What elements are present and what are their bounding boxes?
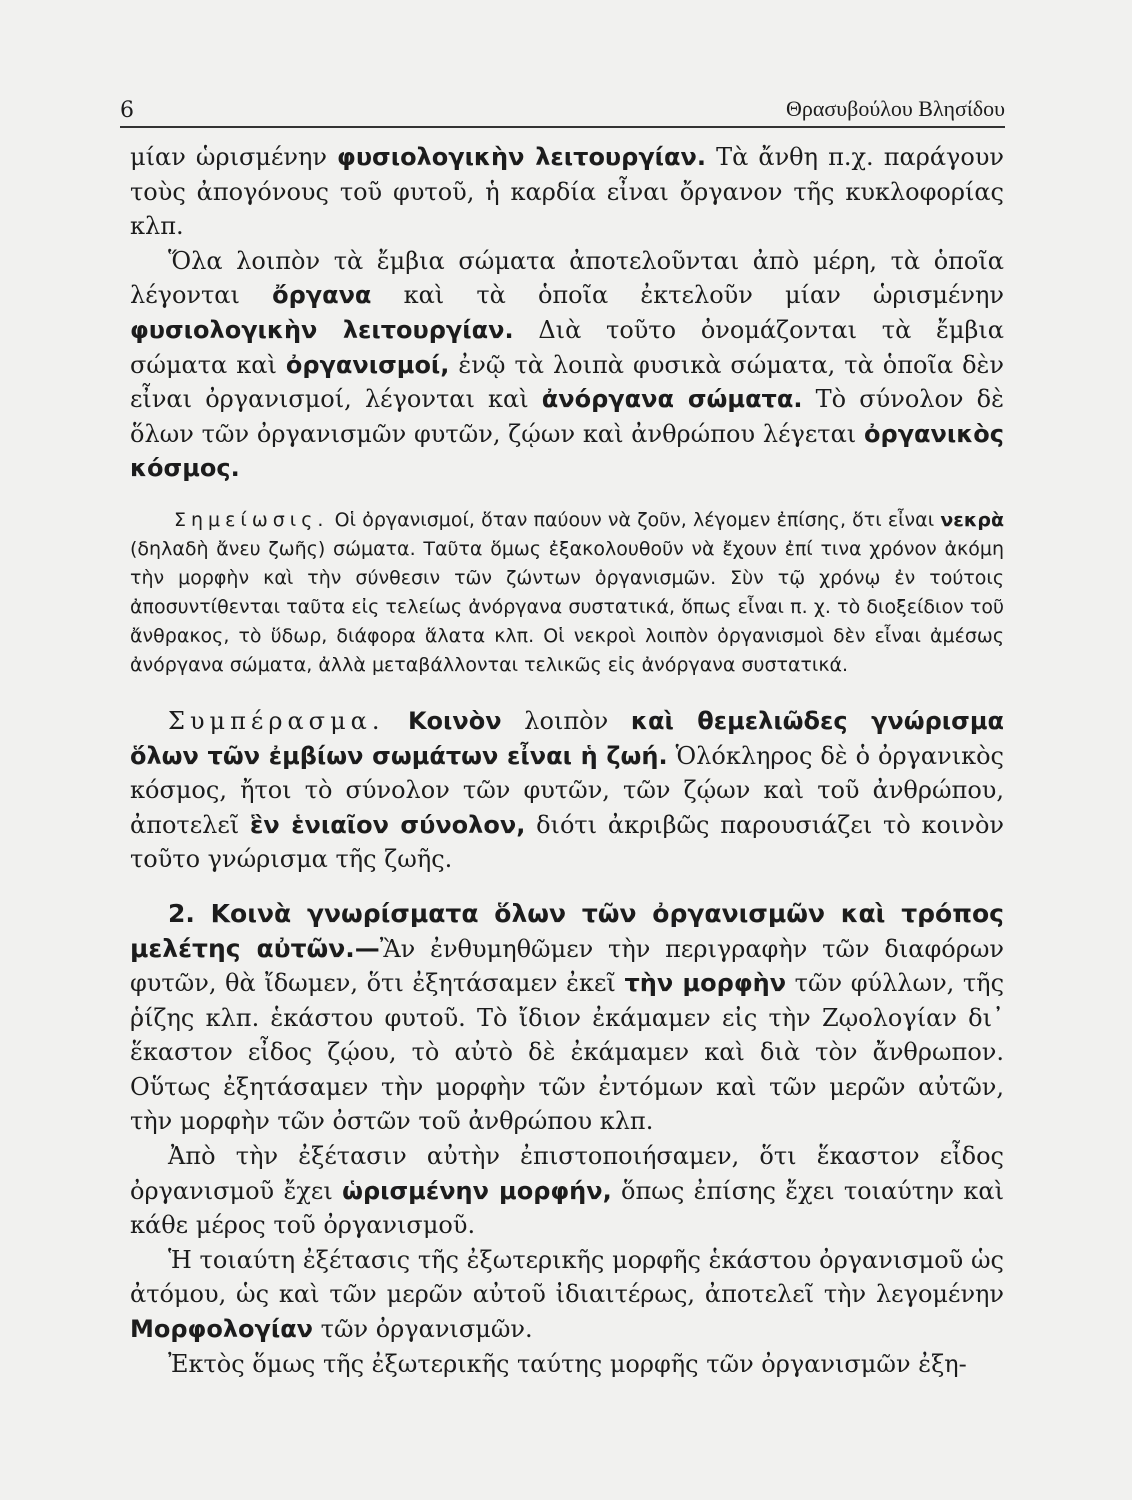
section-heading: Κοινὰ γνωρίσματα ὅλων τῶν ὀργανισμῶν καὶ τρόπος μελέτης αὐτῶν.— — [130, 898, 1004, 963]
bold-term: ὀργανισμοί, — [285, 350, 450, 379]
text: Ἐκτὸς ὅμως τῆς ἐξωτερικῆς ταύτης μορφῆς τῶν ὀργανισμῶν ἐξη- — [168, 1349, 967, 1378]
running-title: Θρασυβούλου Βλησίδου — [786, 96, 1005, 121]
page-body — [130, 140, 1004, 1381]
bold-term: Μορφολογίαν — [130, 1315, 314, 1344]
page-number: 6 — [120, 98, 134, 123]
section-number: 2. — [168, 898, 195, 928]
note-label: Σημείωσις. — [174, 508, 329, 531]
text: λοιπὸν — [501, 706, 631, 735]
text: μίαν ὡρισμένην — [130, 143, 338, 171]
bold-term: τὴν μορφὴν — [624, 969, 787, 998]
bold-term: ἓν ἑνιαῖον σύνολον, — [249, 810, 526, 839]
text: Διὰ τοῦτο ὀνομάζονται τὰ ἔμβια σώματα καὶ — [130, 315, 1005, 379]
section-2-paragraph — [130, 897, 1004, 1139]
bold-term: ὀργανικὸς κόσμος. — [130, 419, 1004, 483]
text: τῶν φύλλων, τῆς ῥίζης κλπ. ἑκάστου φυτοῦ. Τὸ ἴδιον ἐκάμαμεν εἰς τὴν Ζῳολογίαν δι᾽ ἕκαστον εἶδος ζῴου, τὸ αὐτὸ δὲ ἐκάμαμεν καὶ διὰ τὸν ἄνθρωπον. Οὕτως ἐξητάσαμεν τὴν μορφὴν τῶν ἐντόμων καὶ τῶν μερῶν αὐτῶν, τὴν μορφὴν τῶν ὀστῶν τοῦ ἀνθρώπου κλπ. — [130, 969, 1005, 1136]
bold-term: νεκρὰ — [940, 508, 1004, 531]
text: Ὁλόκληρος δὲ ὁ ὀργανικὸς κόσμος, ἤτοι τὸ σύνολον τῶν φυτῶν, τῶν ζῴων καὶ τοῦ ἀνθρώπου, ἀποτελεῖ — [130, 741, 1004, 839]
note-paragraph — [130, 506, 1004, 680]
text: ὅπως ἐπίσης ἔχει τοιαύτην καὶ κάθε μέρος τοῦ ὀργανισμοῦ. — [130, 1176, 1004, 1240]
text: Ὅλα λοιπὸν τὰ ἔμβια σώματα ἀποτελοῦνται ἀπὸ μέρη, τὰ ὁποῖα λέγονται — [130, 246, 1004, 310]
bold-term: φυσιολογικὴν λειτουργίαν. — [130, 315, 514, 344]
page-header — [120, 96, 1005, 128]
paragraph-1 — [130, 140, 1004, 244]
text: καὶ τὰ ὁποῖα ἐκτελοῦν μίαν ὡρισμένην — [371, 281, 1004, 310]
text: ἐνῷ τὰ λοιπὰ φυσικὰ σώματα, τὰ ὁποῖα δὲν εἶναι ὀργανισμοί, λέγονται καὶ — [130, 350, 1005, 414]
text: τῶν ὀργανισμῶν. — [313, 1315, 533, 1344]
paragraph-2 — [130, 244, 1004, 486]
bold-term: ὡρισμένην μορφήν, — [342, 1176, 612, 1205]
bold-term: ἀνόργανα σώματα. — [541, 385, 803, 414]
bold-term: Κοινὸν — [384, 706, 502, 735]
text: Ἡ τοιαύτη ἐξέτασις τῆς ἐξωτερικῆς μορφῆς ἑκάστου ὀργανισμοῦ ὡς ἀτόμου, ὡς καὶ τῶν μερῶν αὐτοῦ ἰδιαιτέρως, ἀποτελεῖ τὴν λεγομένην — [130, 1245, 1004, 1309]
paragraph-7 — [130, 1347, 1004, 1382]
paragraph-6 — [130, 1243, 1004, 1347]
text: διότι ἀκριβῶς παρουσιάζει τὸ κοινὸν τοῦτο γνώρισμα τῆς ζωῆς. — [130, 810, 1005, 874]
bold-term: καὶ θεμελιῶδες γνώρισμα ὅλων τῶν ἐμβίων σωμάτων εἶναι ἡ ζωή. — [130, 706, 1004, 770]
text: (δηλαδὴ ἄνευ ζωῆς) σώματα. Ταῦτα ὅμως ἐξακολουθοῦν νὰ ἔχουν ἐπί τινα χρόνον ἀκόμη τὴν μορφὴν καὶ τὴν σύνθεσιν τῶν ζώντων ὀργανισμῶν. Σὺν τῷ χρόνῳ ἐν τούτοις ἀποσυντίθενται ταῦτα εἰς τελείως ἀνόργανα συστατικά, ὅπως εἶναι π. χ. τὸ διοξείδιον τοῦ ἄνθρακος, τὸ ὕδωρ, διάφορα ἅλατα κλπ. Οἱ νεκροὶ λοιπὸν ὀργανισμοὶ δὲν εἶναι ἀμέσως ἀνόργανα σώματα, ἀλλὰ μεταβάλλονται τελικῶς εἰς ἀνόργανα συστατικά. — [130, 537, 1004, 676]
paragraph-5 — [130, 1139, 1004, 1243]
text: Ἂν ἐνθυμηθῶμεν τὴν περιγραφὴν τῶν διαφόρων φυτῶν, θὰ ἴδωμεν, ὅτι ἐξητάσαμεν ἐκεῖ — [130, 934, 1005, 998]
text: Ἀπὸ τὴν ἐξέτασιν αὐτὴν ἐπιστοποιήσαμεν, ὅτι ἕκαστον εἶδος ὀργανισμοῦ ἔχει — [130, 1142, 1004, 1205]
bold-term: ὄργανα — [272, 281, 372, 310]
conclusion-paragraph — [130, 704, 1004, 877]
text: Οἱ ὀργανισμοί, ὅταν παύουν νὰ ζοῦν, λέγομεν ἐπίσης, ὅτι εἶναι — [328, 508, 941, 531]
text: Τὸ σύνολον δὲ ὅλων τῶν ὀργανισμῶν φυτῶν, ζῴων καὶ ἀνθρώπου λέγεται — [130, 385, 1004, 448]
bold-term: φυσιολογικὴν λειτουργίαν. — [337, 143, 706, 171]
text: Τὰ ἄνθη π.χ. παράγουν τοὺς ἀπογόνους τοῦ φυτοῦ, ἡ καρδία εἶναι ὄργανον τῆς κυκλοφορίας κλπ. — [130, 143, 1005, 241]
conclusion-label: Συμπέρασμα. — [168, 706, 385, 735]
